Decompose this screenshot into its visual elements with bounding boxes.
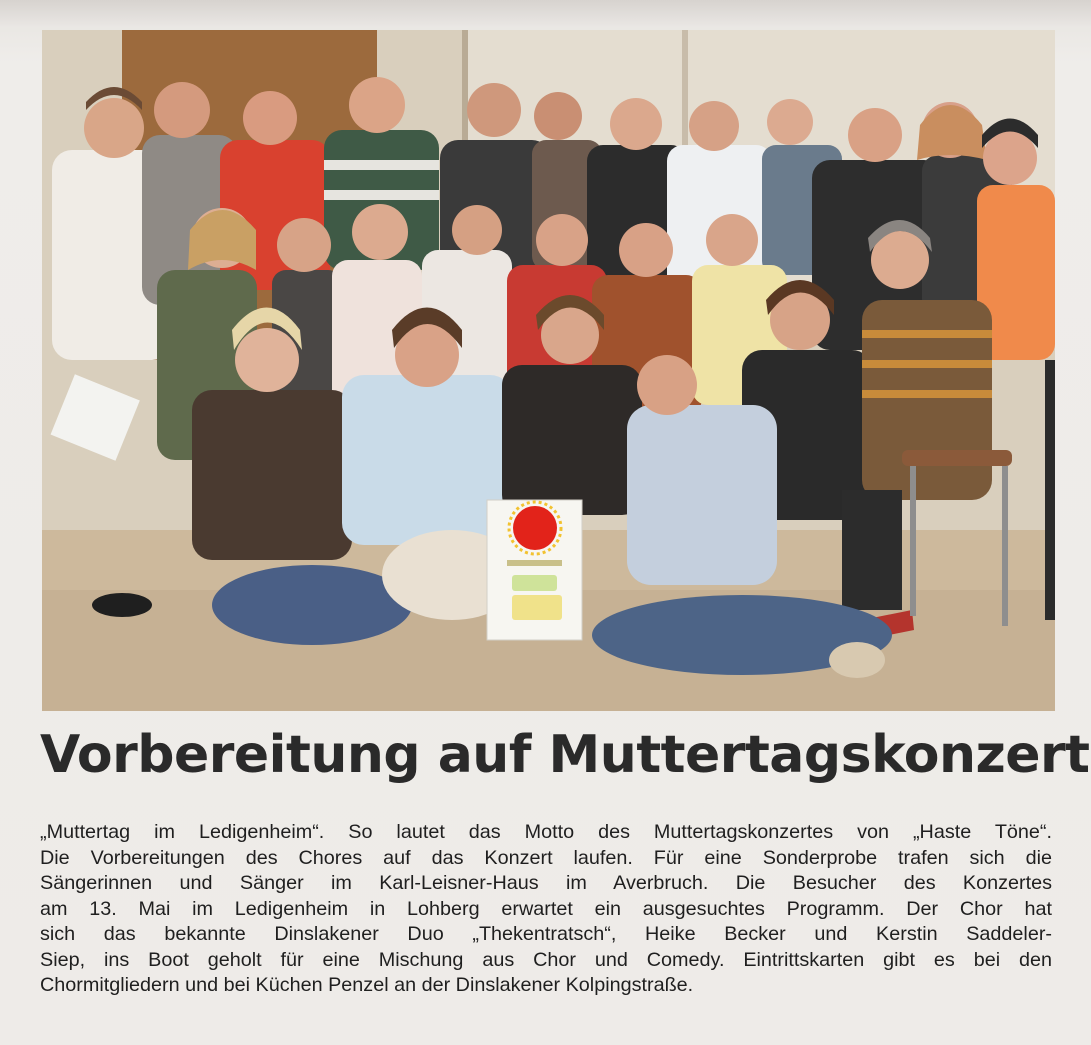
- article-body: [40, 820, 1052, 999]
- article-body-line: Sängerinnen und Sänger im Karl-Leisner-Haus im Averbruch. Die Besucher des Konzertes: [40, 872, 1052, 894]
- article-body-line: sich das bekannte Dinslakener Duo „Thekentratsch“, Heike Becker und Kerstin Saddeler-: [40, 923, 1052, 945]
- article-body-line: Siep, ins Boot geholt für eine Mischung aus Chor und Comedy. Eintrittskarten gibt es bei den: [40, 948, 1052, 971]
- group-photo: [42, 30, 1055, 711]
- article-body-line: am 13. Mai im Ledigenheim in Lohberg erwartet ein ausgesuchtes Programm. Der Chor hat: [40, 897, 1052, 920]
- article-body-line: „Muttertag im Ledigenheim“. So lautet das Motto des Muttertagskonzertes von „Haste Töne“.: [40, 821, 1052, 843]
- article-body-line: Die Vorbereitungen des Chores auf das Konzert laufen. Für eine Sonderprobe trafen sich die: [40, 846, 1052, 869]
- article-body-line: Chormitgliedern und bei Küchen Penzel an der Dinslakener Kolpingstraße.: [40, 974, 694, 996]
- article-headline: Vorbereitung auf Muttertagskonzert: [40, 725, 1090, 785]
- clipping-top-edge: [0, 0, 1091, 26]
